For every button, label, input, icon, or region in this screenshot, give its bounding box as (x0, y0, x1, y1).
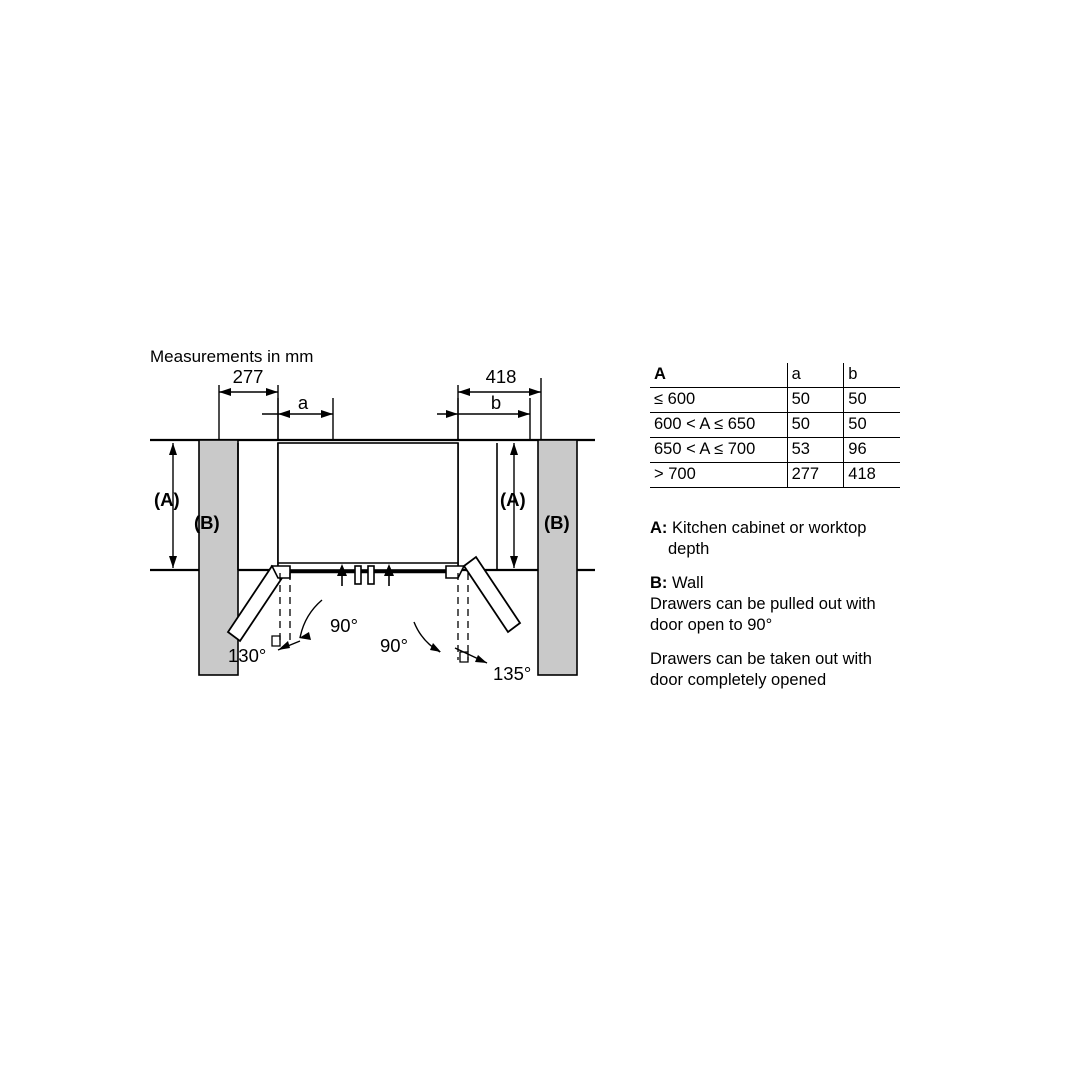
appliance-body (278, 443, 458, 572)
table-cell-b: 418 (844, 463, 900, 488)
table-cell-a: 50 (787, 388, 844, 413)
measurements-unit-note: Measurements in mm (150, 347, 314, 366)
table-cell-range: 650 < A ≤ 700 (650, 438, 787, 463)
table-cell-b: 50 (844, 388, 900, 413)
clearance-table (650, 363, 900, 488)
wall-right-block (538, 440, 577, 675)
callout-A-left: (A) (154, 489, 180, 510)
dimension-a-label: a (297, 392, 309, 413)
table-row (650, 438, 900, 463)
note-A-label: A: (650, 519, 668, 537)
table-cell-range: > 700 (650, 463, 787, 488)
table-header-row (650, 363, 900, 388)
table-cell-a: 277 (787, 463, 844, 488)
note-B-line2: door open to 90° (650, 615, 773, 634)
angle-left-90-label: 90° (330, 615, 358, 636)
dimension-b (437, 392, 530, 440)
note-A (650, 518, 940, 559)
dimension-277-label: 277 (232, 366, 264, 387)
dimension-a (262, 392, 333, 440)
table-row (650, 463, 900, 488)
depth-arrow-left (154, 443, 180, 568)
table-row (650, 413, 900, 438)
note-B-text: Wall (672, 574, 704, 593)
table-cell-range: ≤ 600 (650, 388, 787, 413)
depth-arrow-right (500, 443, 526, 568)
dimension-277 (219, 366, 278, 440)
door-right-open-135 (446, 557, 520, 632)
note-B (650, 573, 940, 635)
note-A-text-cont: depth (668, 539, 710, 558)
callout-A-right: (A) (500, 489, 526, 510)
table-cell-range: 600 < A ≤ 650 (650, 413, 787, 438)
dimension-b-label: b (490, 392, 502, 413)
table-row (650, 388, 900, 413)
table-cell-a: 53 (787, 438, 844, 463)
callout-B-right: (B) (544, 512, 570, 533)
note-final-line2: door completely opened (650, 670, 827, 689)
wall-left-block (199, 440, 238, 675)
angle-right-135-label: 135° (493, 663, 532, 684)
angle-right-90-label: 90° (380, 635, 408, 656)
cabinet-left (238, 443, 278, 570)
callout-B-left: (B) (194, 512, 220, 533)
note-final-line1: Drawers can be taken out with (650, 650, 872, 669)
note-final (650, 649, 940, 690)
clearance-table-wrapper (650, 363, 920, 488)
door-right-open-90-dashed (458, 573, 468, 662)
table-cell-b: 96 (844, 438, 900, 463)
table-cell-a: 50 (787, 413, 844, 438)
angle-left-130-label: 130° (228, 645, 267, 666)
table-header-A: A (650, 363, 787, 388)
table-header-b: b (844, 363, 900, 388)
table-cell-b: 50 (844, 413, 900, 438)
cabinet-right (458, 443, 497, 570)
note-B-label: B: (650, 574, 668, 593)
table-header-a: a (787, 363, 844, 388)
legend-notes (650, 518, 940, 704)
dimension-418-label: 418 (485, 366, 517, 387)
note-A-text: Kitchen cabinet or worktop (672, 519, 867, 537)
note-B-line1: Drawers can be pulled out with (650, 594, 876, 613)
